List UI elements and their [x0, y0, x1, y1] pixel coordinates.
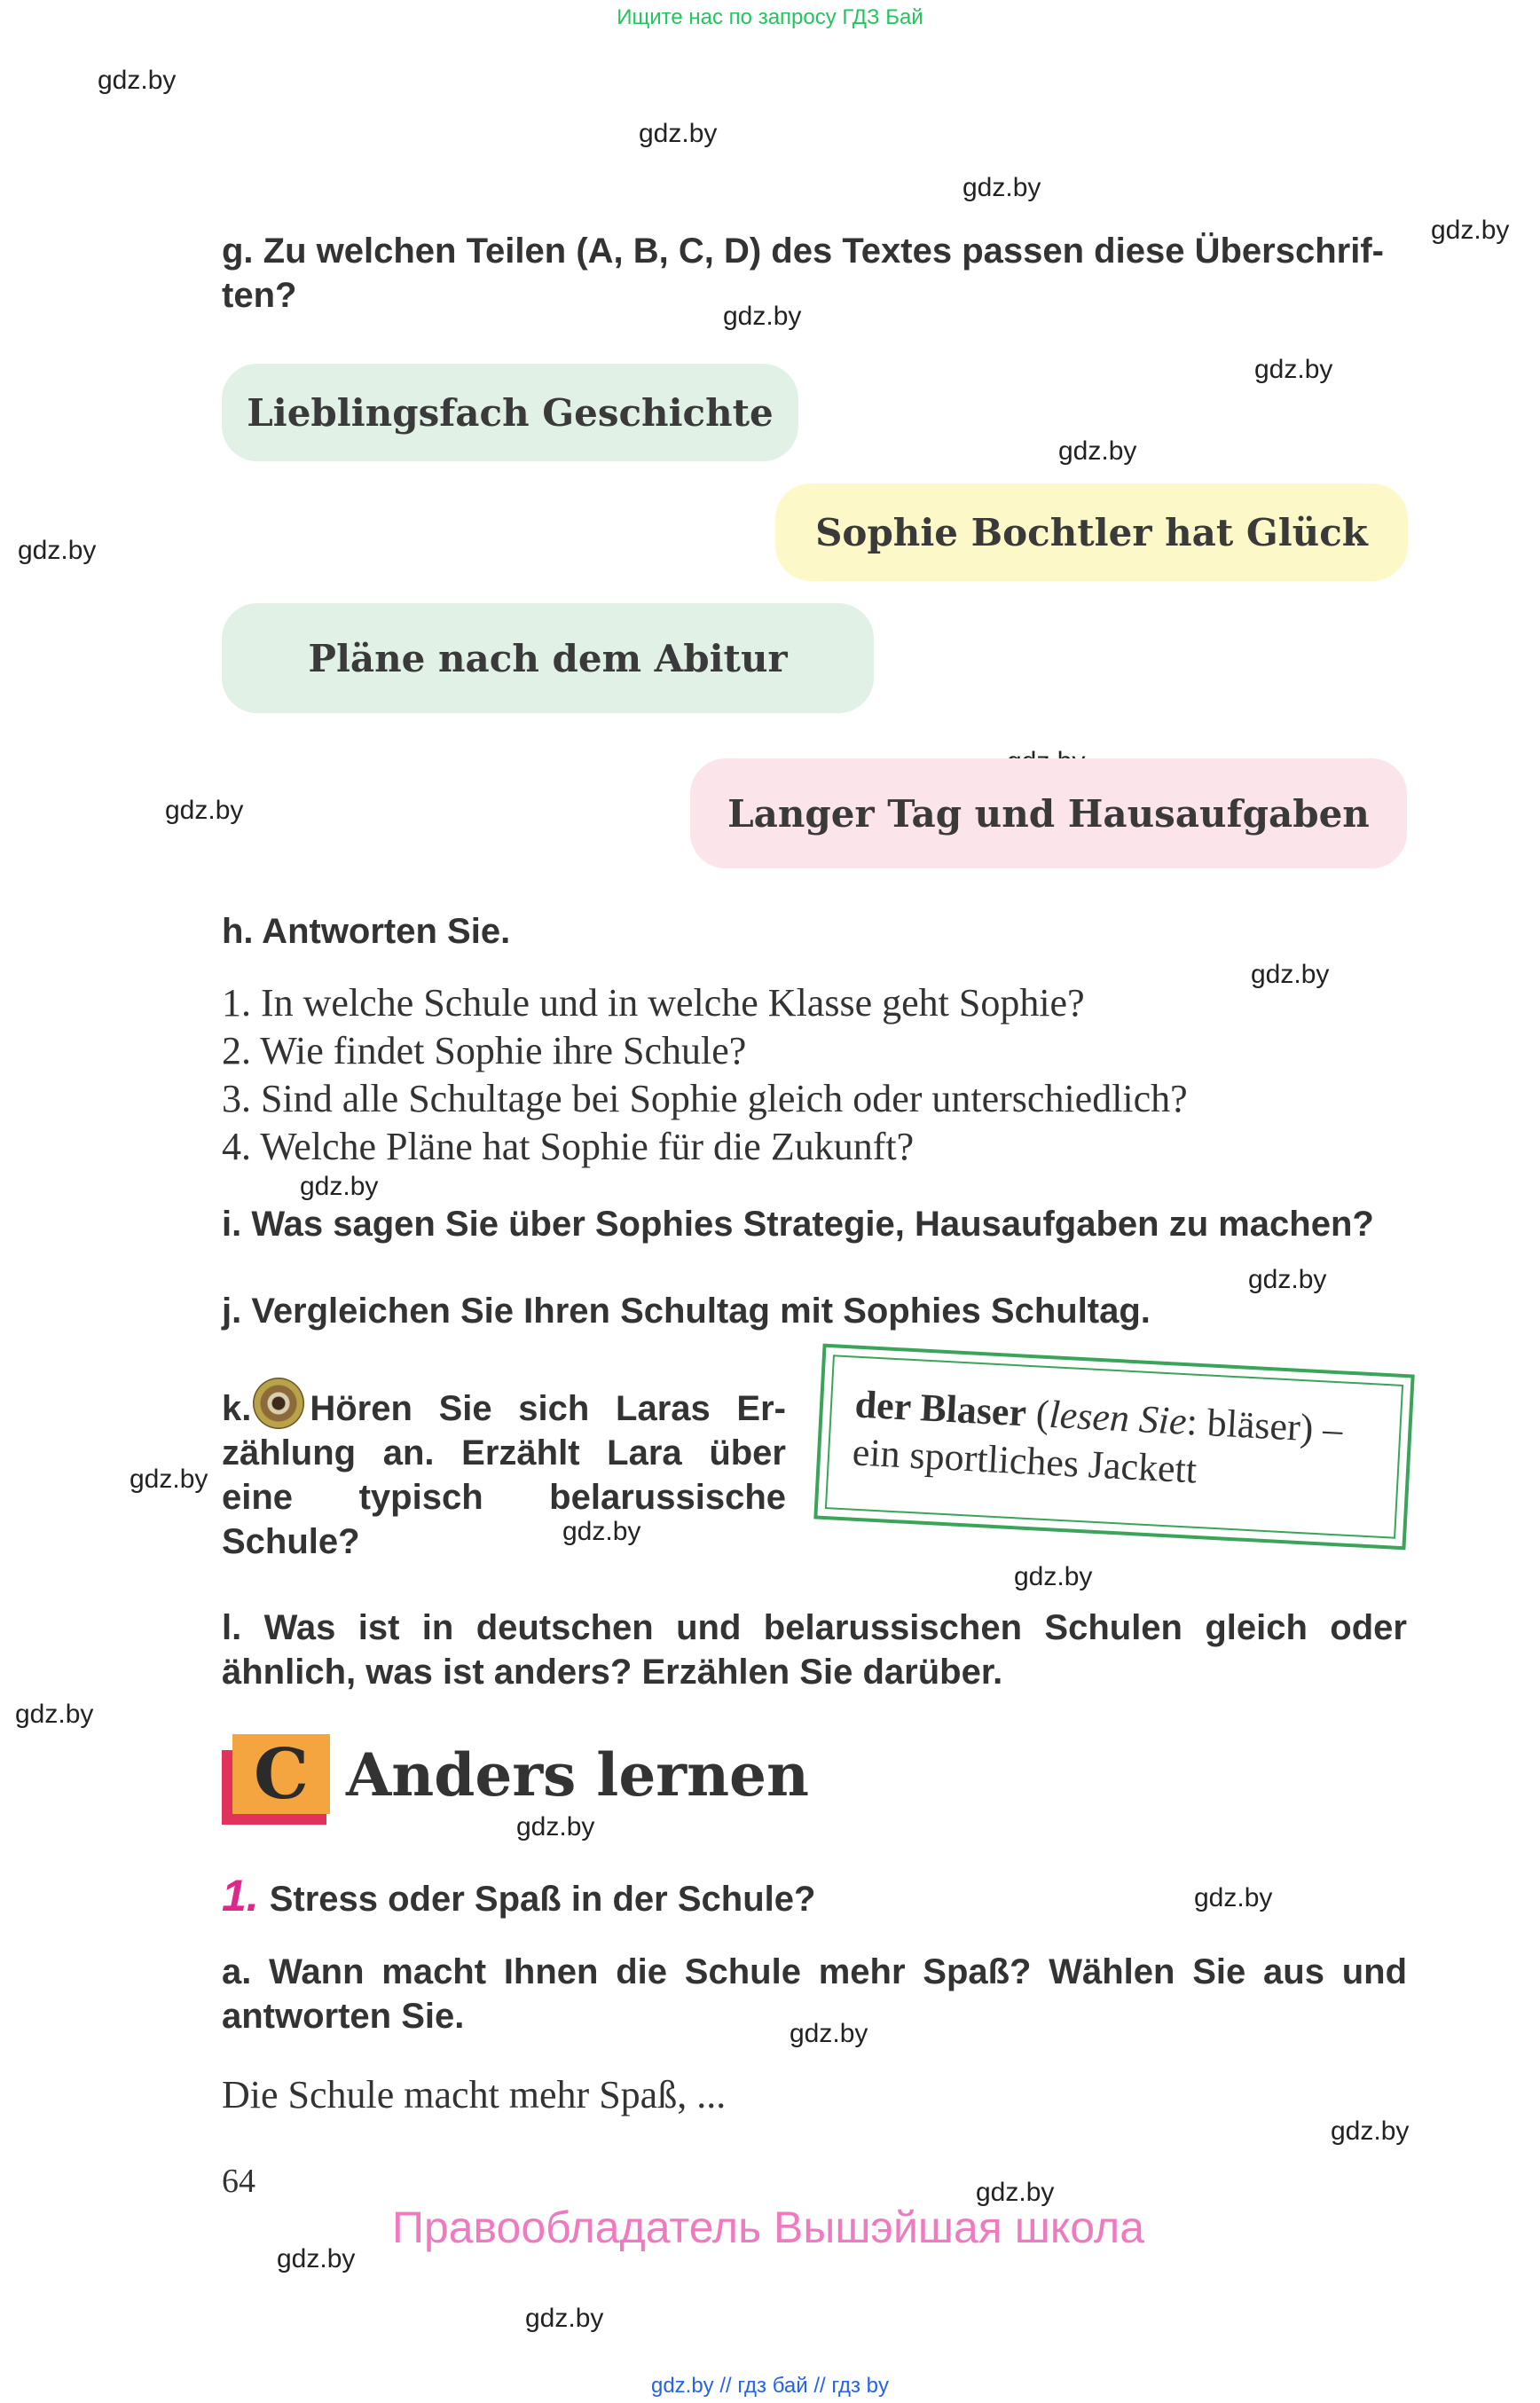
task-k-line: k. Hören Sie sich Laras Er-: [222, 1378, 786, 1431]
watermark: gdz.by: [525, 2304, 604, 2333]
task-k-line: zählung an. Erzählt Lara über: [222, 1433, 786, 1472]
task-k-line: eine typisch belarussische: [222, 1478, 786, 1517]
section-badge: [222, 1734, 328, 1823]
watermark: gdz.by: [962, 173, 1041, 202]
watermark: gdz.by: [1248, 1265, 1327, 1294]
vocab-definition: ein sportliches Jackett: [851, 1430, 1198, 1492]
top-banner: Ищите нас по запросу ГДЗ Бай: [617, 5, 923, 29]
watermark: gdz.by: [165, 796, 244, 825]
exercise-number: 1.: [222, 1871, 259, 1920]
section-title: Anders lernen: [346, 1740, 810, 1810]
cd-icon[interactable]: [253, 1378, 304, 1429]
footer-links: gdz.by // гдз бай // гдз by: [650, 2374, 890, 2398]
heading-option: [222, 603, 874, 713]
watermark: gdz.by: [130, 1465, 208, 1494]
vocab-entry: der Blaser (lesen Sie: bläser) – ein sportliches Jackett: [852, 1380, 1388, 1504]
question-item: 2. Wie findet Sophie ihre Schule?: [222, 1029, 747, 1072]
section-letter: C: [253, 1733, 310, 1815]
watermark: gdz.by: [277, 2244, 356, 2273]
watermark: gdz.by: [639, 119, 718, 148]
watermark: gdz.by: [1194, 1883, 1273, 1912]
heading-option-label: Lieblingsfach Geschichte: [247, 390, 774, 435]
task-k-line: Schule?: [222, 1522, 360, 1561]
watermark: gdz.by: [1251, 960, 1330, 989]
watermark: gdz.by: [976, 2178, 1055, 2207]
watermark: gdz.by: [1331, 2116, 1410, 2146]
question-item: 4. Welche Pläne hat Sophie für die Zukunft?: [222, 1125, 915, 1168]
task-j: j. Vergleichen Sie Ihren Schultag mit Sophies Schultag.: [222, 1292, 1151, 1331]
watermark: gdz.by: [1058, 436, 1137, 466]
task-g: g. Zu welchen Teilen (A, B, C, D) des Textes passen diese Überschrif- ten?: [222, 232, 1384, 315]
watermark: gdz.by: [562, 1517, 641, 1546]
copyright-notice: Правообладатель Вышэйшая школа: [392, 2203, 1144, 2252]
exercise-heading: [222, 1870, 815, 1921]
watermark: gdz.by: [18, 536, 97, 565]
watermark: gdz.by: [15, 1700, 94, 1729]
page-number: 64: [222, 2163, 255, 2200]
watermark: gdz.by: [1254, 355, 1333, 384]
question-item: 3. Sind alle Schultage bei Sophie gleich oder unterschiedlich?: [222, 1077, 1188, 1120]
task-l: l. Was ist in deutschen und belarussischen Schulen gleich oder ähnlich, was ist anders? Erzählen Sie darüber.: [222, 1608, 1407, 1692]
vocab-term: der Blaser: [853, 1382, 1028, 1435]
heading-option-label: Sophie Bochtler hat Glück: [815, 510, 1368, 554]
exercise-title: Stress oder Spaß in der Schule?: [269, 1880, 816, 1919]
watermark: gdz.by: [790, 2019, 868, 2048]
sentence-starter: Die Schule macht mehr Spaß, ...: [222, 2073, 727, 2116]
watermark: gdz.by: [98, 66, 177, 95]
heading-option-label: Langer Tag und Hausaufgaben: [727, 791, 1370, 836]
question-list: [222, 979, 1428, 1171]
task-k: [222, 1378, 786, 1564]
heading-option: [222, 364, 798, 461]
task-h-title: h. Antworten Sie.: [222, 912, 511, 951]
question-item: 1. In welche Schule und in welche Klasse geht Sophie?: [222, 981, 1085, 1025]
heading-option: [775, 483, 1408, 581]
watermark: gdz.by: [516, 1812, 595, 1842]
vocab-hint: lesen Sie: [1048, 1392, 1188, 1443]
watermark: gdz.by: [1014, 1562, 1093, 1591]
watermark: gdz.by: [723, 302, 802, 331]
task-i: i. Was sagen Sie über Sophies Strategie, Hausaufgaben zu machen?: [222, 1205, 1374, 1244]
watermark: gdz.by: [300, 1172, 379, 1201]
watermark: gdz.by: [1431, 216, 1510, 245]
heading-option-label: Pläne nach dem Abitur: [308, 636, 788, 680]
task-a: a. Wann macht Ihnen die Schule mehr Spaß? Wählen Sie aus und antworten Sie.: [222, 1952, 1407, 2036]
heading-option: [690, 758, 1407, 868]
